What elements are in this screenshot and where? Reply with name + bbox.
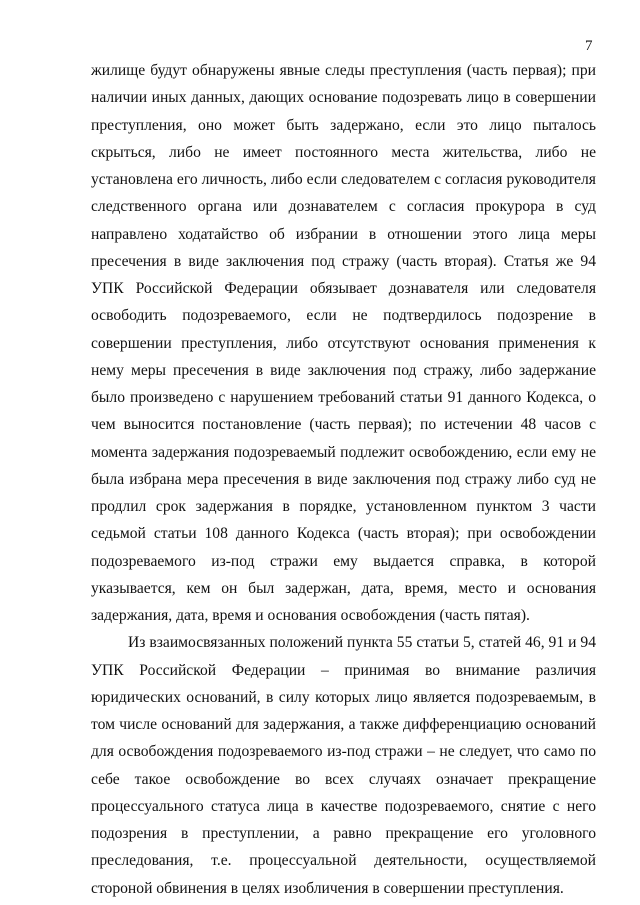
- paragraph-continuation: жилище будут обнаружены явные следы преступления (часть первая); при наличии иных данных, дающих основание подозревать лицо в совершении преступления, оно может быть задержано, если это лицо пыталось скрыться, либо не имеет постоянного места жительства, либо не установлена его личность, либо если следователем с согласия руководителя следственного органа или дознавателем с согласия прокурора в суд направлено ходатайство об избрании в отношении этого лица меры пресечения в виде заключения под стражу (часть вторая). Статья же 94 УПК Российской Федерации обязывает дознавателя или следователя освободить подозреваемого, если не подтвердилось подозрение в совершении преступления, либо отсутствуют основания применения к нему меры пресечения в виде заключения под стражу, либо задержание было произведено с нарушением требований статьи 91 данного Кодекса, о чем выносится постановление (часть первая); по истечении 48 часов с момента задержания подозреваемый подлежит освобождению, если ему не была избрана мера пресечения в виде заключения под стражу либо суд не продлил срок задержания в порядке, установленном пунктом 3 части седьмой статьи 108 данного Кодекса (часть вторая); при освобождении подозреваемого из-под стражи ему выдается справка, в которой указывается, кем он был задержан, дата, время, место и основания задержания, дата, время и основания освобождения (часть пятая).: [91, 62, 596, 624]
- paragraph-main: Из взаимосвязанных положений пункта 55 статьи 5, статей 46, 91 и 94 УПК Российской Федерации – принимая во внимание различия юридических оснований, в силу которых лицо является подозреваемым, в том числе оснований для задержания, а также дифференциацию оснований для освобождения подозреваемого из-под стражи – не следует, что само по себе такое освобождение во всех случаях означает прекращение процессуального статуса лица в качестве подозреваемого, снятие с него подозрения в преступлении, а равно прекращение его уголовного преследования, т.е. процессуальной деятельности, осуществляемой стороной обвинения в целях изобличения в совершении преступления.: [91, 634, 596, 897]
- page-number: 7: [585, 38, 593, 54]
- document-body: [91, 57, 596, 902]
